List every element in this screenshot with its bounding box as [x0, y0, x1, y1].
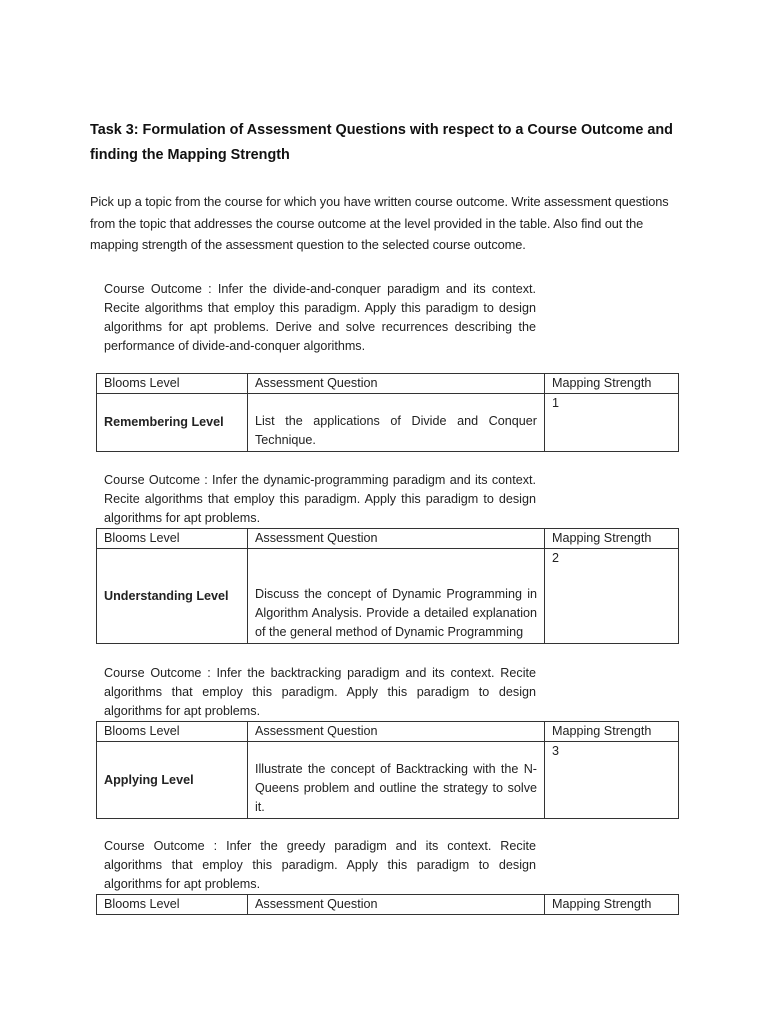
- mapping-strength-header: Mapping Strength: [545, 895, 679, 915]
- course-outcome-1: Course Outcome : Infer the divide-and-conquer paradigm and its context. Recite algorithms that employ this paradigm. Apply this paradigm to design algorithms for apt problems. Derive and solve recurrences describing the performance of divide-and-conquer algorithms.: [104, 282, 536, 353]
- table-row: [97, 742, 679, 819]
- mapping-table-2: [96, 528, 679, 644]
- task-heading: Task 3: Formulation of Assessment Questions with respect to a Course Outcome and finding the Mapping Strength: [90, 122, 673, 163]
- table-header-row: [97, 529, 679, 549]
- blooms-level-header: Blooms Level: [97, 529, 248, 549]
- course-outcome-2: Course Outcome : Infer the dynamic-programming paradigm and its context. Recite algorithms that employ this paradigm. Apply this paradigm to design algorithms for apt problems.: [104, 473, 536, 525]
- blooms-level-cell: Remembering Level: [97, 394, 248, 452]
- blooms-level-header: Blooms Level: [97, 374, 248, 394]
- assessment-question-cell: List the applications of Divide and Conquer Technique.: [248, 394, 545, 452]
- assessment-question-header: Assessment Question: [248, 374, 545, 394]
- blooms-level-header: Blooms Level: [97, 895, 248, 915]
- table-row: [97, 549, 679, 644]
- mapping-strength-cell: 1: [545, 394, 679, 452]
- assessment-question-cell: Illustrate the concept of Backtracking with the N-Queens problem and outline the strategy to solve it.: [248, 742, 545, 819]
- assessment-question-header: Assessment Question: [248, 895, 545, 915]
- mapping-table-4: [96, 894, 679, 915]
- mapping-table-1: [96, 373, 679, 452]
- assessment-question-header: Assessment Question: [248, 722, 545, 742]
- course-outcome-3: Course Outcome : Infer the backtracking paradigm and its context. Recite algorithms that employ this paradigm. Apply this paradigm to design algorithms for apt problems.: [104, 666, 536, 718]
- table-header-row: [97, 895, 679, 915]
- mapping-strength-header: Mapping Strength: [545, 374, 679, 394]
- mapping-strength-cell: 3: [545, 742, 679, 819]
- intro-paragraph: Pick up a topic from the course for which you have written course outcome. Write assessment questions from the topic that addresses the course outcome at the level provided in the table. Also find out the mapping strength of the assessment question to the selected course outcome.: [90, 194, 669, 252]
- mapping-table-3: [96, 721, 679, 819]
- course-outcome-4: Course Outcome : Infer the greedy paradigm and its context. Recite algorithms that employ this paradigm. Apply this paradigm to design algorithms for apt problems.: [104, 839, 536, 891]
- mapping-strength-cell: 2: [545, 549, 679, 644]
- mapping-strength-header: Mapping Strength: [545, 529, 679, 549]
- table-header-row: [97, 374, 679, 394]
- table-row: [97, 394, 679, 452]
- blooms-level-cell: Understanding Level: [97, 549, 248, 644]
- assessment-question-header: Assessment Question: [248, 529, 545, 549]
- blooms-level-header: Blooms Level: [97, 722, 248, 742]
- assessment-question-cell: Discuss the concept of Dynamic Programming in Algorithm Analysis. Provide a detailed explanation of the general method of Dynamic Programming: [248, 549, 545, 644]
- mapping-strength-header: Mapping Strength: [545, 722, 679, 742]
- table-header-row: [97, 722, 679, 742]
- blooms-level-cell: Applying Level: [97, 742, 248, 819]
